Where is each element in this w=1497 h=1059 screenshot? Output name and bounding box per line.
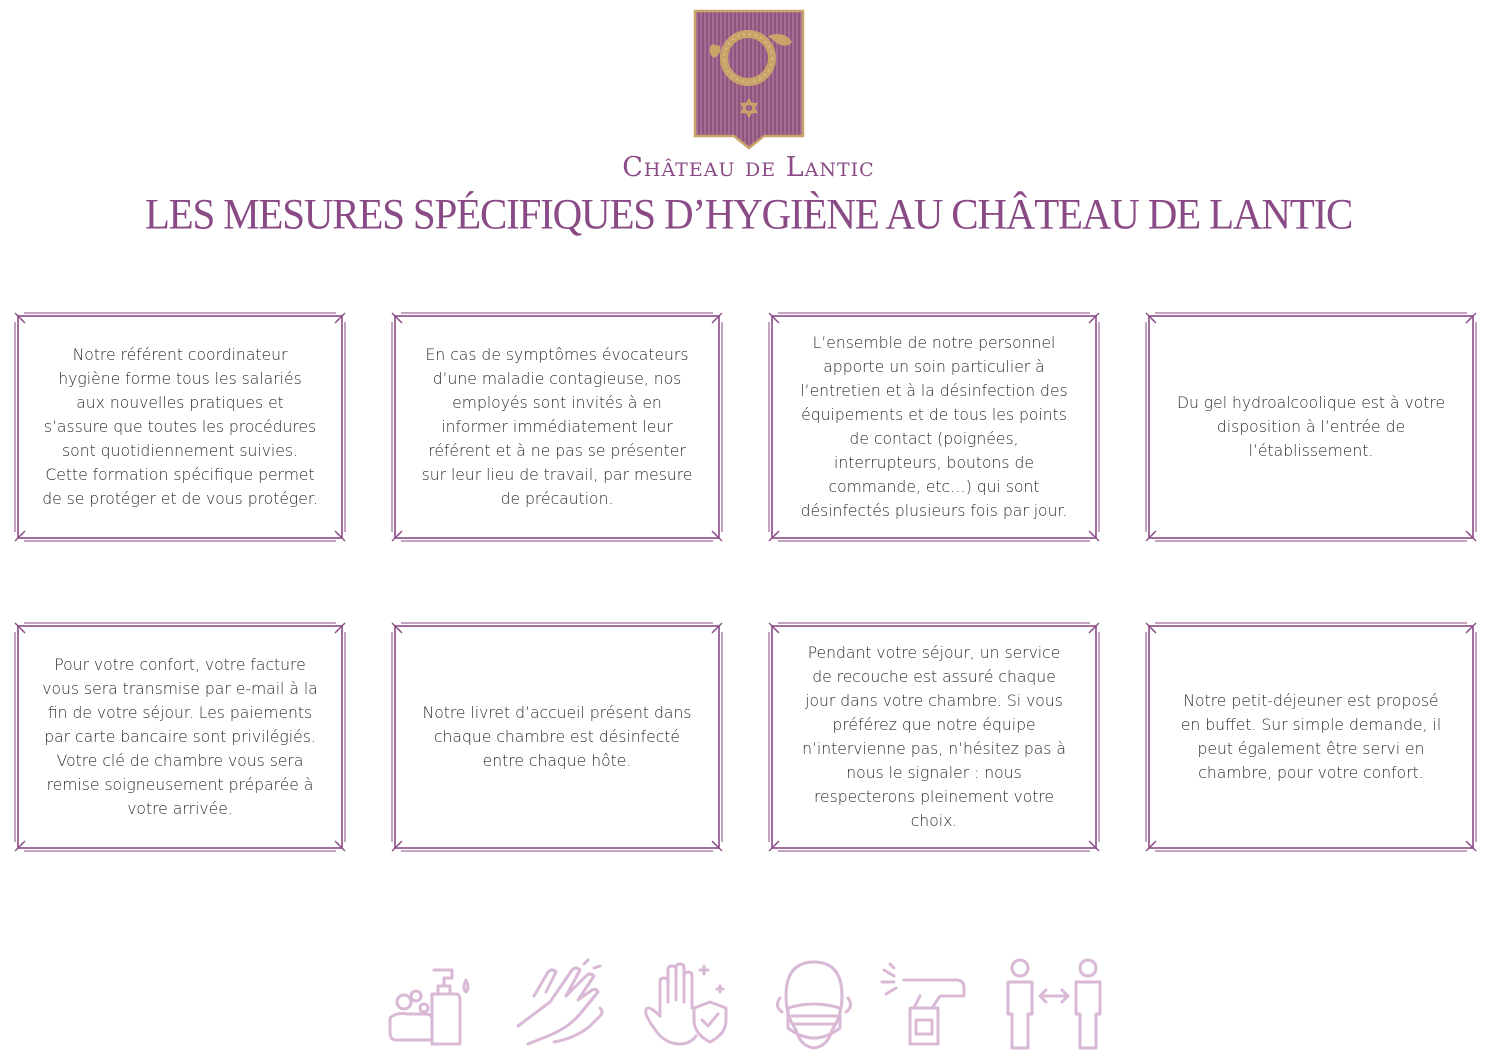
measure-text: Notre référent coordinateur hygiène forme tous les salariés aux nouvelles pratiques et s’assure que toutes les procédures sont quotidiennement suivies. Cette formation spécifique permet de se protéger et de vous protéger. xyxy=(42,346,318,508)
measure-card xyxy=(14,622,346,852)
measure-text: L’ensemble de notre personnel apporte un soin particulier à l’entretien et à la désinfection des équipements et de tous les points de contact (poignées, interrupteurs, boutons de commande, etc…) qui sont désinfectés plusieurs fois par jour. xyxy=(800,334,1068,520)
measure-card xyxy=(1145,312,1477,542)
measure-card xyxy=(391,312,723,542)
measure-card xyxy=(1145,622,1477,852)
disinfectant-spray-icon xyxy=(882,964,964,1044)
measure-text: Pour votre confort, votre facture vous sera transmise par e-mail à la fin de votre séjour. Les paiements par carte bancaire sont privilégiés. Votre clé de chambre vous sera remise soigneusement préparée à votre arrivée. xyxy=(42,656,318,818)
soap-dispenser-icon xyxy=(390,970,468,1044)
measure-card xyxy=(391,622,723,852)
hand-sanitized-icon xyxy=(646,964,726,1044)
face-mask-icon xyxy=(777,962,850,1048)
measure-text: Notre livret d’accueil présent dans chaque chambre est désinfecté entre chaque hôte. xyxy=(422,704,692,770)
measure-card xyxy=(768,622,1100,852)
brand-name: Château de Lantic xyxy=(622,152,875,183)
social-distance-icon xyxy=(1008,960,1100,1048)
measure-text: Pendant votre séjour, un service de recouche est assuré chaque jour dans votre chambre. Si vous préférez que notre équipe n’intervienne pas, n’hésitez pas à nous le signaler : nous respecterons pleinement votre choix. xyxy=(802,644,1066,830)
chateau-crest-logo xyxy=(692,8,806,150)
measure-text: Notre petit-déjeuner est proposé en buffet. Sur simple demande, il peut également être servi en chambre, pour votre confort. xyxy=(1180,692,1442,782)
hygiene-icons-row xyxy=(386,956,1116,1050)
measure-text: En cas de symptômes évocateurs d’une maladie contagieuse, nos employés sont invités à en informer immédiatement leur référent et à ne pas se présenter sur leur lieu de travail, par mesure de précaution. xyxy=(421,346,693,508)
measure-card xyxy=(768,312,1100,542)
measure-text: Du gel hydroalcoolique est à votre disposition à l’entrée de l’établissement. xyxy=(1176,394,1446,460)
hand-washing-icon xyxy=(518,960,602,1044)
measure-card xyxy=(14,312,346,542)
page-title: LES MESURES SPÉCIFIQUES D’HYGIÈNE AU CHÂTEAU DE LANTIC xyxy=(144,189,1353,239)
